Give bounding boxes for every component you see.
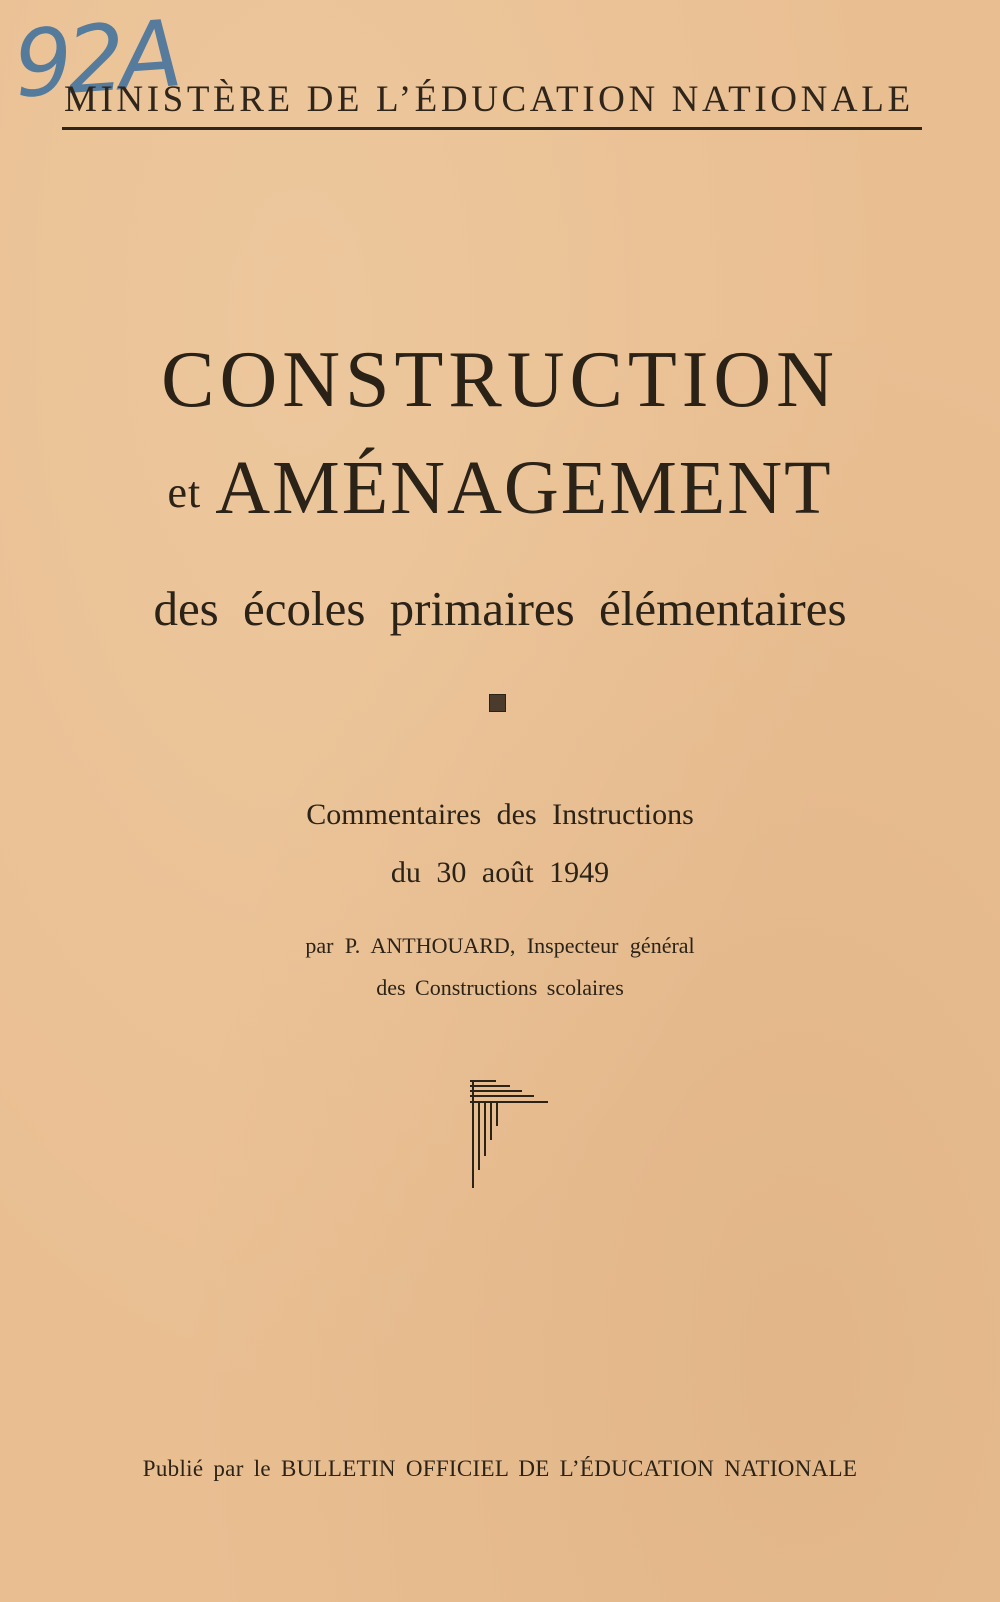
author-line: par P. ANTHOUARD, Inspecteur général	[305, 933, 695, 958]
handwritten-shelfmark: 92A	[10, 0, 180, 119]
title-conjunction: et	[167, 468, 202, 517]
publisher-logo-icon	[470, 1078, 550, 1190]
square-ornament-icon	[489, 694, 506, 712]
commentary-line-1: Commentaires des Instructions	[306, 798, 694, 831]
title-line-2	[0, 445, 1000, 532]
ministry-header: MINISTÈRE DE L’ÉDUCATION NATIONALE	[64, 79, 914, 120]
title-line-1: CONSTRUCTION	[161, 336, 839, 424]
subtitle: des écoles primaires élémentaires	[153, 581, 847, 636]
publisher-line: Publié par le BULLETIN OFFICIEL DE L’ÉDUCATION NATIONALE	[142, 1456, 858, 1481]
commentary-date: du 30 août 1949	[390, 856, 610, 889]
header-divider	[62, 127, 922, 130]
author-title-line: des Constructions scolaires	[376, 975, 624, 1000]
title-main-word: AMÉNAGEMENT	[215, 446, 833, 530]
